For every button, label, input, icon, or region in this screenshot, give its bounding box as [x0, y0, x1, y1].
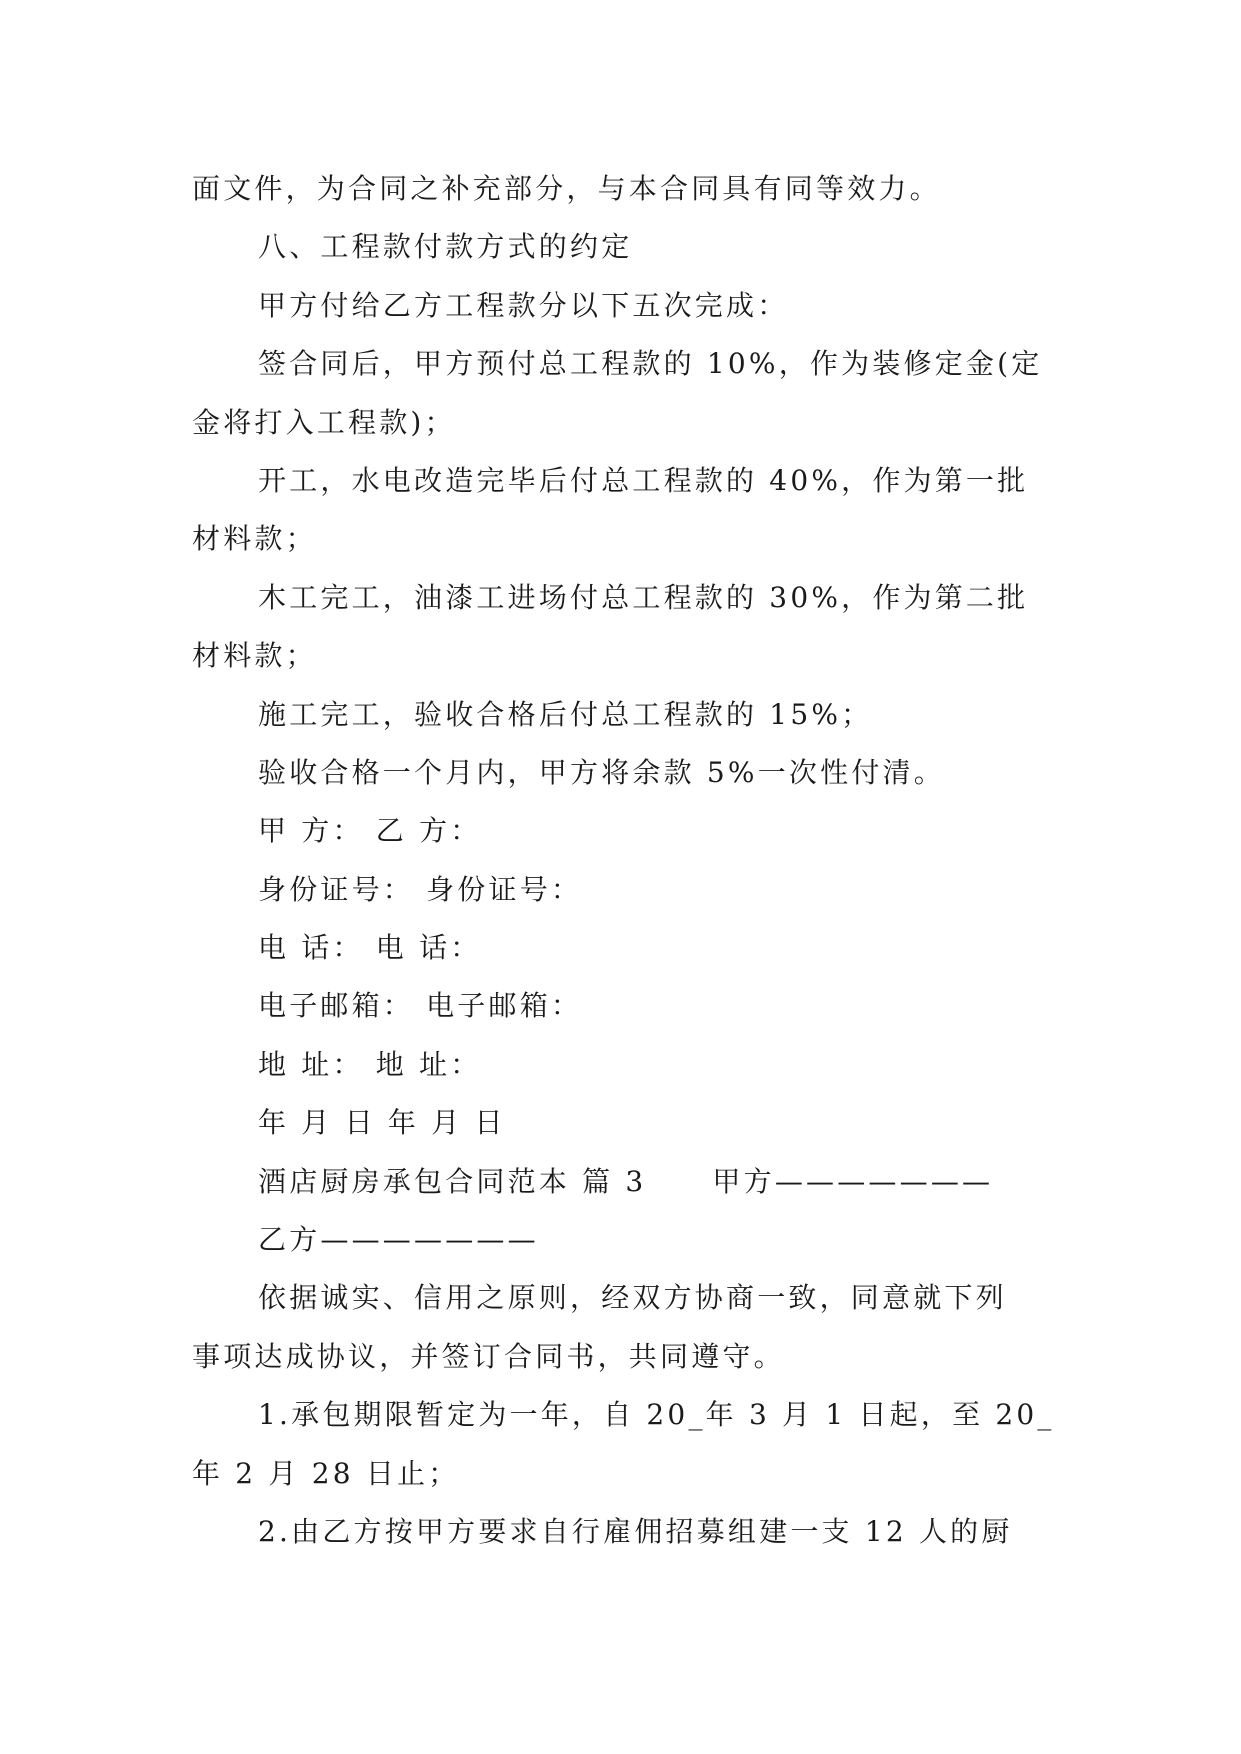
signature-email-line: 电子邮箱： 电子邮箱：	[258, 989, 583, 1023]
signature-address-line: 地 址： 地 址：	[258, 1047, 482, 1081]
payment-item: 木工完工，油漆工进场付总工程款的 30%，作为第二批	[258, 580, 1029, 614]
payment-item: 验收合格一个月内，甲方将余款 5%一次性付清。	[258, 755, 945, 789]
contract-term-item: 2.由乙方按甲方要求自行雇佣招募组建一支 12 人的厨	[258, 1514, 1013, 1548]
payment-item: 开工，水电改造完毕后付总工程款的 40%，作为第一批	[258, 463, 1029, 497]
section-title: 酒店厨房承包合同范本 篇 3	[258, 1164, 647, 1198]
paragraph-line: 金将打入工程款)；	[192, 405, 456, 439]
signature-party-line: 甲 方： 乙 方：	[258, 814, 482, 848]
section-heading	[192, 1153, 1052, 1211]
payment-item: 签合同后，甲方预付总工程款的 10%，作为装修定金(定	[258, 347, 1043, 381]
paragraph-line: 年 2 月 28 日止；	[192, 1456, 460, 1490]
signature-date-line: 年 月 日 年 月 日	[258, 1106, 506, 1140]
party-a-line: 甲方———————	[712, 1164, 994, 1198]
clause-heading: 八、工程款付款方式的约定	[258, 230, 633, 264]
paragraph-line: 面文件，为合同之补充部分，与本合同具有同等效力。	[192, 172, 941, 205]
paragraph-line: 甲方付给乙方工程款分以下五次完成：	[258, 288, 789, 322]
paragraph-line: 事项达成协议，并签订合同书，共同遵守。	[192, 1339, 785, 1373]
payment-item: 施工完工，验收合格后付总工程款的 15%；	[258, 697, 873, 731]
party-b-line: 乙方———————	[258, 1223, 539, 1257]
document-body	[192, 160, 1055, 1561]
signature-id-line: 身份证号： 身份证号：	[258, 872, 583, 906]
signature-phone-line: 电 话： 电 话：	[258, 931, 482, 965]
paragraph-line: 材料款；	[192, 522, 317, 556]
paragraph-line: 材料款；	[192, 639, 317, 673]
paragraph-line: 依据诚实、信用之原则，经双方协商一致，同意就下列	[258, 1281, 1007, 1315]
contract-term-item: 1.承包期限暂定为一年，自 20_年 3 月 1 日起，至 20_	[258, 1398, 1055, 1432]
